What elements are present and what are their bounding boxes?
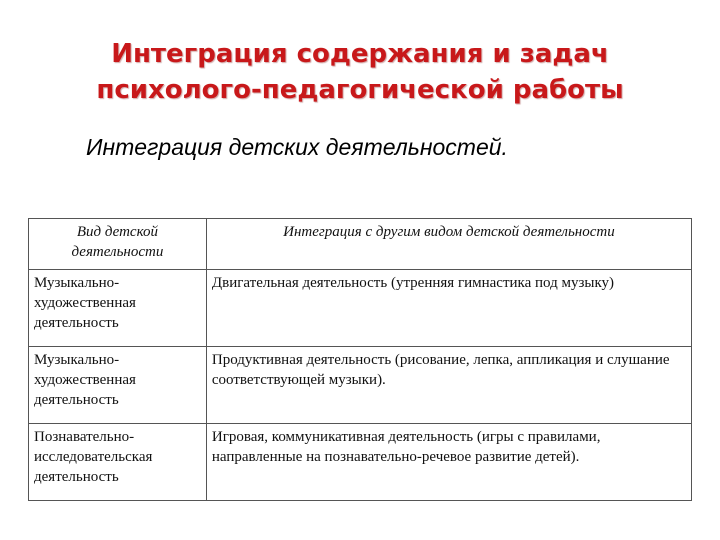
table-row xyxy=(29,270,692,347)
cell-activity-type: Музыкально-художественная деятельность xyxy=(29,347,207,424)
header-activity-type: Вид детской деятельности xyxy=(29,219,207,270)
cell-integration: Игровая, коммуникативная деятельность (игры с правилами, направленные на познавательно-речевое развитие детей). xyxy=(206,424,691,501)
integration-table xyxy=(28,218,692,501)
slide-subtitle: Интеграция детских деятельностей. xyxy=(86,134,508,160)
cell-activity-type: Музыкально-художественная деятельность xyxy=(29,270,207,347)
table-header-row xyxy=(29,219,692,270)
table-row xyxy=(29,347,692,424)
cell-integration: Продуктивная деятельность (рисование, лепка, аппликация и слушание соответствующей музыки). xyxy=(206,347,691,424)
slide-title-line-1: Интеграция содержания и задач xyxy=(111,39,609,69)
table-row xyxy=(29,424,692,501)
slide-title xyxy=(0,36,720,108)
header-integration: Интеграция с другим видом детской деятельности xyxy=(206,219,691,270)
cell-integration: Двигательная деятельность (утренняя гимнастика под музыку) xyxy=(206,270,691,347)
slide-title-line-2: психолого-педагогической работы xyxy=(96,75,624,105)
cell-activity-type: Познавательно-исследовательская деятельность xyxy=(29,424,207,501)
